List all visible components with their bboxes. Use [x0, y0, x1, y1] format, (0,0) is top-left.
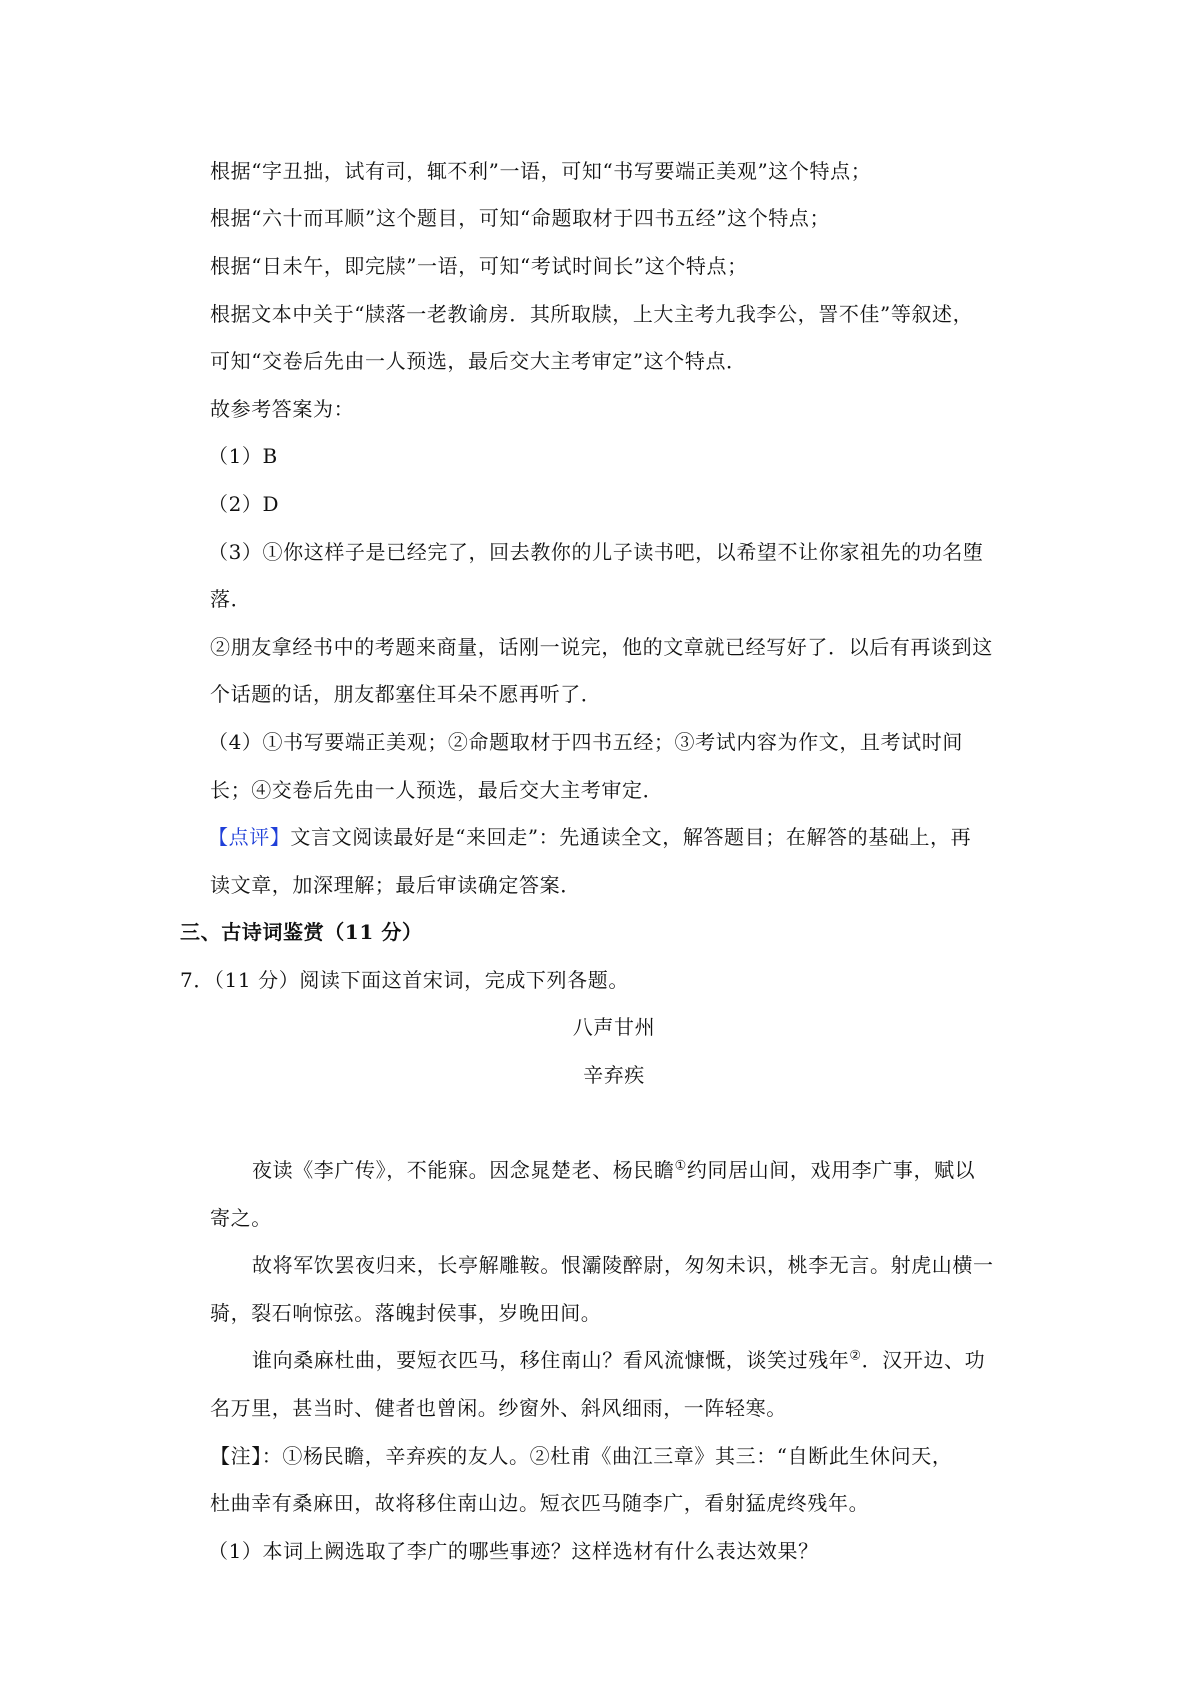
poem-title: 八声甘州	[572, 1015, 656, 1039]
answer-4-line-2: 长；④交卷后先由一人预选，最后交大主考审定．	[210, 778, 664, 802]
answer-line-5: 可知“交卷后先由一人预选，最后交大主考审定”这个特点．	[210, 349, 747, 373]
review-line-2: 读文章，加深理解；最后审读确定答案．	[210, 873, 581, 897]
answer-line-2: 根据“六十而耳顺”这个题目，可知“命题取材于四书五经”这个特点；	[210, 206, 831, 230]
stanza-2-text-a: 谁向桑麻杜曲，要短衣匹马，移住南山？看风流慷慨，谈笑过残年	[252, 1348, 850, 1372]
poem-author: 辛弃疾	[583, 1063, 645, 1087]
preface-text-a: 夜读《李广传》，不能寐。因念晁楚老、杨民瞻	[252, 1158, 675, 1182]
answer-line-4: 根据文本中关于“牍落一老教谕房．其所取牍，上大主考九我李公，詈不佳”等叙述，	[210, 302, 974, 326]
note-marker-1: ①	[674, 1158, 687, 1174]
answer-3-line-2: 落．	[210, 587, 252, 611]
answer-line-1: 根据“字丑拙，试有司，辄不利”一语，可知“书写要端正美观”这个特点；	[210, 159, 872, 183]
poem-preface-line-2: 寄之。	[210, 1206, 272, 1230]
review-line-1	[208, 823, 1028, 851]
sub-question-1: （1）本词上阙选取了李广的哪些事迹？这样选材有什么表达效果？	[208, 1539, 819, 1563]
stanza-2-line-1	[252, 1346, 1072, 1374]
poem-preface-line-1	[252, 1156, 1072, 1184]
answer-line-3: 根据“日未午，即完牍”一语，可知“考试时间长”这个特点；	[210, 254, 748, 278]
answer-3-line-4: 个话题的话，朋友都塞住耳朵不愿再听了．	[210, 682, 602, 706]
answer-2: （2）D	[208, 492, 280, 516]
answer-4-line-1: （4）①书写要端正美观；②命题取材于四书五经；③考试内容为作文，且考试时间	[208, 730, 963, 754]
stanza-1-line-2: 骑，裂石响惊弦。落魄封侯事，岁晚田间。	[210, 1301, 602, 1325]
stanza-1-line-1: 故将军饮罢夜归来，长亭解雕鞍。恨灞陵醉尉，匆匆未识，桃李无言。射虎山横一	[252, 1253, 994, 1277]
note-line-1: 【注】：①杨民瞻，辛弃疾的友人。②杜甫《曲江三章》其三：“自断此生休问天，	[210, 1444, 953, 1468]
note-marker-2: ②	[849, 1348, 862, 1364]
section-heading: 三、古诗词鉴赏（11 分）	[180, 920, 423, 944]
answer-1: （1）B	[208, 444, 278, 468]
answer-3-line-1: （3）①你这样子是已经完了，回去教你的儿子读书吧，以希望不让你家祖先的功名堕	[208, 540, 984, 564]
preface-text-b: 约同居山间，戏用李广事，赋以	[686, 1158, 976, 1182]
answer-3-line-3: ②朋友拿经书中的考题来商量，话刚一说完，他的文章就已经写好了．以后有再谈到这	[210, 635, 993, 659]
stanza-2-text-b: ．汉开边、功	[861, 1348, 986, 1372]
question-stem: 7．（11 分）阅读下面这首宋词，完成下列各题。	[180, 968, 629, 992]
answer-intro: 故参考答案为：	[210, 397, 355, 421]
review-tag: 【点评】	[208, 825, 291, 849]
review-text: 文言文阅读最好是“来回走”：先通读全文，解答题目；在解答的基础上，再	[290, 825, 972, 849]
note-line-2: 杜曲幸有桑麻田，故将移住南山边。短衣匹马随李广，看射猛虎终残年。	[210, 1491, 870, 1515]
stanza-2-line-2: 名万里，甚当时、健者也曾闲。纱窗外、斜风细雨，一阵轻寒。	[210, 1396, 787, 1420]
